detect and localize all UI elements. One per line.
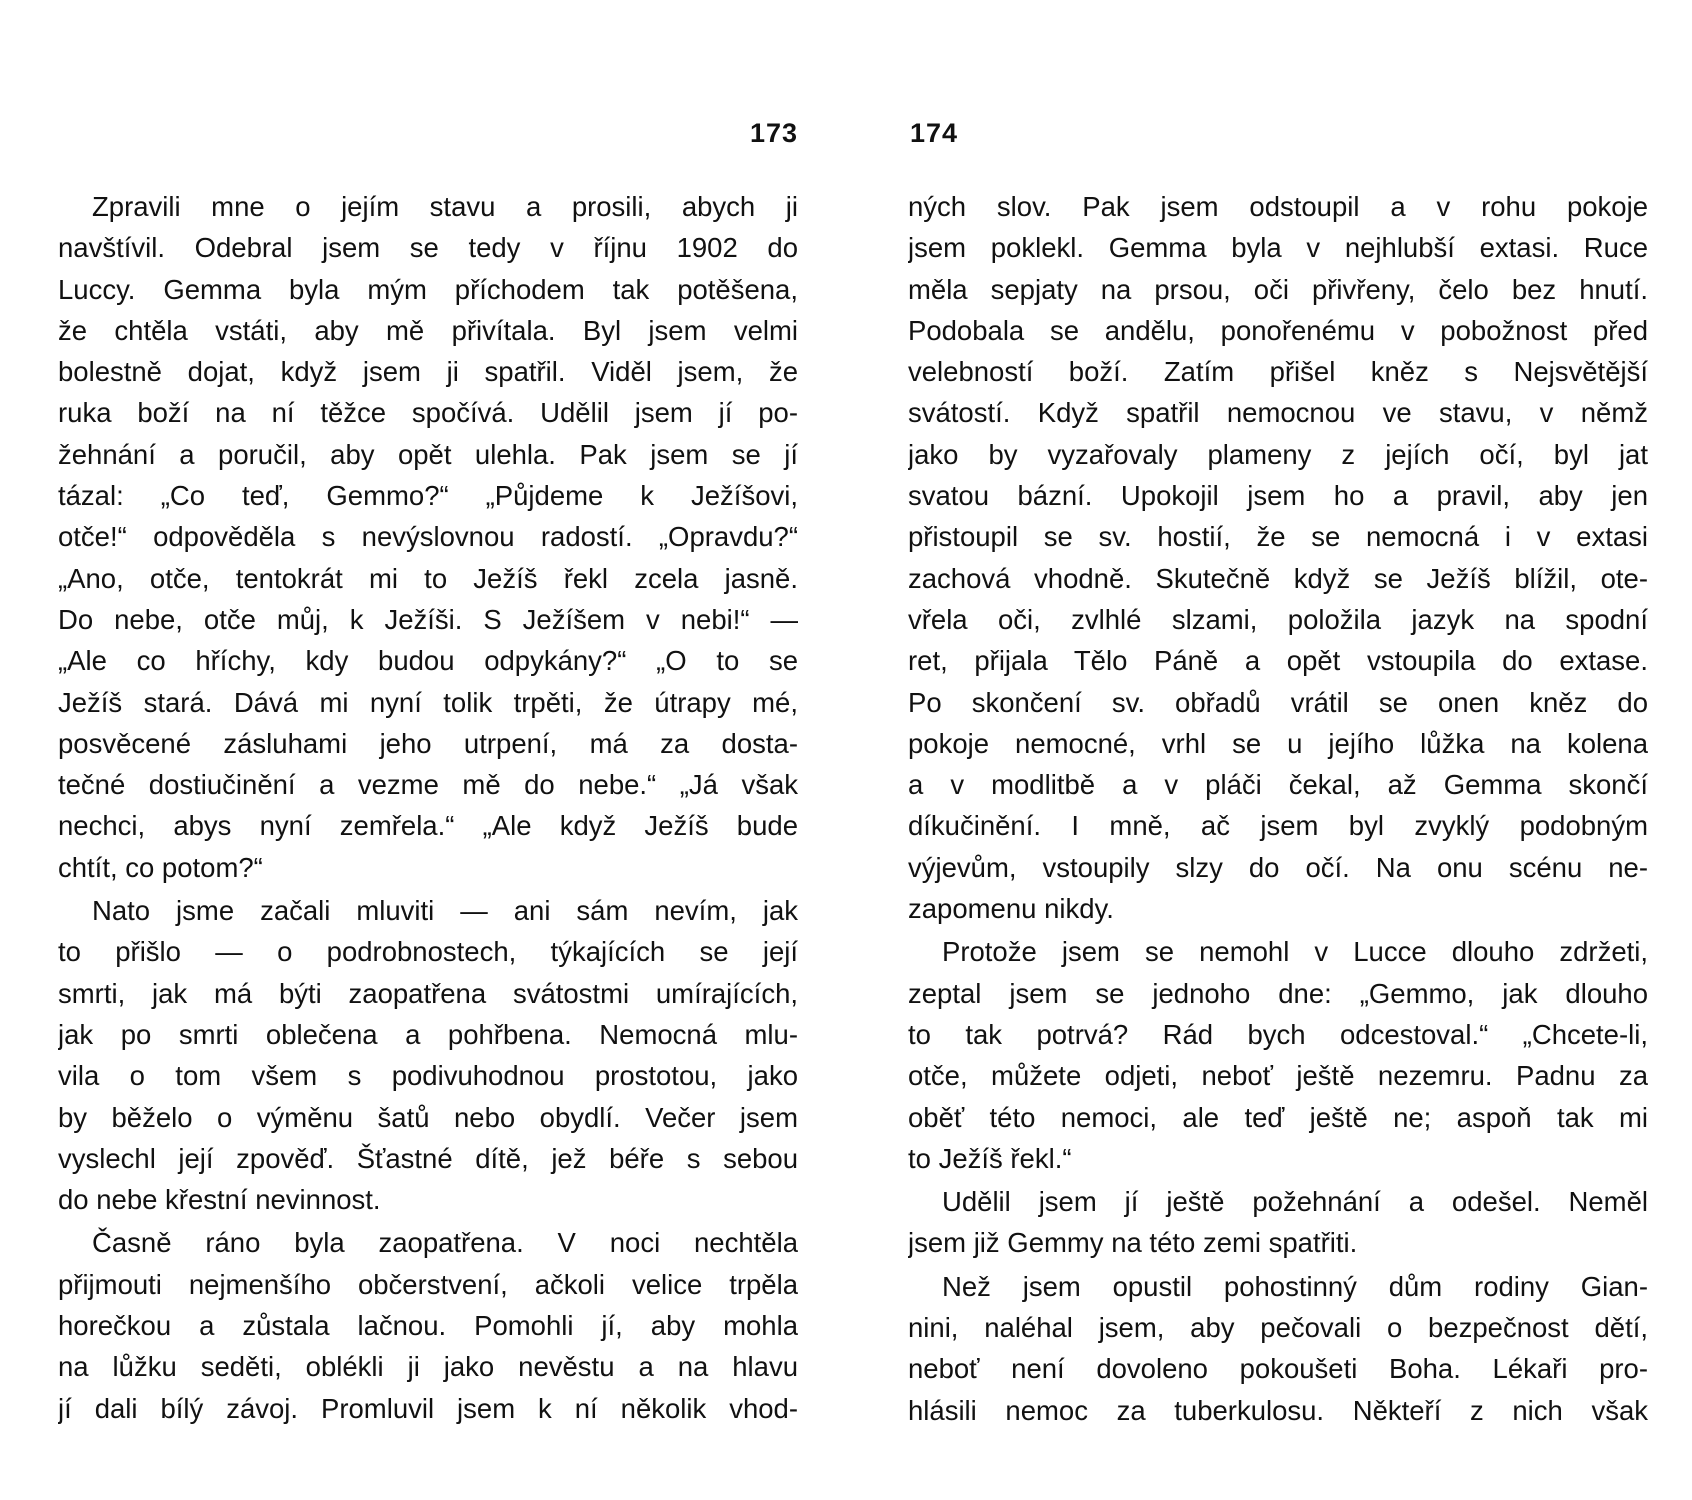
page-number: 174: [910, 118, 959, 148]
text-line: Ježíš stará. Dává mi nyní tolik trpěti, že útrapy mé,: [58, 686, 798, 718]
text-line: Nato jsme začali mluviti — ani sám nevím, jak: [92, 895, 798, 927]
text-line: přijmouti nejmenšího občerstvení, ačkoli velice trpěla: [58, 1268, 798, 1300]
left-page: [58, 0, 798, 1500]
text-line: měla sepjaty na prsou, oči přivřeny, čelo bez hnutí.: [908, 273, 1648, 305]
text-line: žehnání a poručil, aby opět ulehla. Pak jsem se jí: [58, 438, 798, 470]
page-number: 173: [749, 118, 798, 148]
text-line: vila o tom všem s podivuhodnou prostotou, jako: [58, 1060, 798, 1092]
text-line: otče, můžete odjeti, neboť ještě nezemru. Padnu za: [908, 1060, 1648, 1092]
text-line: zachová vhodně. Skutečně když se Ježíš blížil, ote-: [908, 562, 1648, 594]
text-line: „Ale co hříchy, kdy budou odpykány?“ „O to se: [58, 645, 798, 677]
text-line: posvěcené zásluhami jeho utrpení, má za dosta-: [58, 727, 798, 759]
text-line: otče!“ odpověděla s nevýslovnou radostí. „Opravdu?“: [58, 521, 798, 553]
right-page: [908, 0, 1648, 1500]
text-line: výjevům, vstoupily slzy do očí. Na onu scénu ne-: [908, 851, 1648, 883]
paragraph: [58, 1222, 798, 1428]
paragraph: [58, 890, 798, 1220]
text-line: do nebe křestní nevinnost.: [58, 1184, 381, 1216]
text-line: by běželo o výměnu šatů nebo obydlí. Večer jsem: [58, 1101, 798, 1133]
text-line: „Ano, otče, tentokrát mi to Ježíš řekl zcela jasně.: [58, 562, 798, 594]
text-line: svatou bázní. Upokojil jsem ho a pravil, aby jen: [908, 480, 1648, 512]
text-line: jak po smrti oblečena a pohřbena. Nemocná mlu-: [58, 1018, 798, 1050]
text-line: a v modlitbě a v pláči čekal, až Gemma skončí: [908, 769, 1648, 801]
text-line: nini, naléhal jsem, aby pečovali o bezpečnost dětí,: [908, 1312, 1648, 1344]
text-line: nechci, abys nyní zemřela.“ „Ale když Ježíš bude: [58, 810, 798, 842]
text-line: Časně ráno byla zaopatřena. V noci nechtěla: [92, 1227, 798, 1259]
text-line: ných slov. Pak jsem odstoupil a v rohu pokoje: [908, 191, 1648, 222]
text-line: to Ježíš řekl.“: [908, 1142, 1072, 1174]
text-line: Po skončení sv. obřadů vrátil se onen kněz do: [908, 686, 1648, 718]
text-line: hlásili nemoc za tuberkulosu. Někteří z nich však: [908, 1394, 1648, 1426]
text-line: na lůžku seděti, oblékli ji jako nevěstu a na hlavu: [58, 1351, 798, 1383]
text-line: Zpravili mne o jejím stavu a prosili, abych ji: [92, 191, 798, 222]
paragraph: [908, 1181, 1648, 1264]
text-line: to tak potrvá? Rád bych odcestoval.“ „Chcete-li,: [908, 1018, 1648, 1050]
paragraph: [908, 186, 1648, 929]
text-line: vyslechl její zpověď. Šťastné dítě, jež béře s sebou: [58, 1142, 798, 1174]
text-line: zapomenu nikdy.: [908, 893, 1114, 925]
text-line: horečkou a zůstala lačnou. Pomohli jí, aby mohla: [58, 1310, 798, 1342]
text-line: že chtěla vstáti, aby mě přivítala. Byl jsem velmi: [58, 314, 798, 346]
paragraph: [908, 1266, 1648, 1431]
text-line: to přišlo — o podrobnostech, týkajících se její: [58, 936, 798, 968]
text-line: smrti, jak má býti zaopatřena svátostmi umírajících,: [58, 977, 798, 1009]
text-line: zeptal jsem se jednoho dne: „Gemmo, jak dlouho: [908, 977, 1648, 1009]
text-line: ret, přijala Tělo Páně a opět vstoupila do extase.: [908, 645, 1648, 677]
text-line: Do nebe, otče můj, k Ježíši. S Ježíšem v nebi!“ —: [58, 603, 798, 635]
text-line: Podobala se andělu, ponořenému v pobožnost před: [908, 314, 1648, 346]
text-line: přistoupil se sv. hostií, že se nemocná i v extasi: [908, 521, 1648, 553]
page-body: [908, 186, 1648, 1433]
text-line: svátostí. Když spatřil nemocnou ve stavu, v němž: [908, 397, 1648, 429]
text-line: jí dali bílý závoj. Promluvil jsem k ní několik vhod-: [58, 1392, 798, 1424]
text-line: Než jsem opustil pohostinný dům rodiny Gian-: [942, 1270, 1648, 1302]
text-line: vřela oči, zvlhlé slzami, položila jazyk na spodní: [908, 603, 1648, 635]
text-line: tečné dostiučinění a vezme mě do nebe.“ „Já však: [58, 769, 798, 801]
paragraph: [908, 931, 1648, 1179]
paragraph: [58, 186, 798, 888]
text-line: Luccy. Gemma byla mým příchodem tak potěšena,: [58, 273, 798, 305]
text-line: velebností boží. Zatím přišel kněz s Nejsvětější: [908, 356, 1648, 388]
text-line: bolestně dojat, když jsem ji spatřil. Viděl jsem, že: [58, 356, 798, 388]
text-line: jsem poklekl. Gemma byla v nejhlubší extasi. Ruce: [908, 232, 1648, 264]
text-line: jsem již Gemmy na této zemi spatřiti.: [908, 1227, 1358, 1259]
text-line: neboť není dovoleno pokoušeti Boha. Lékaři pro-: [908, 1353, 1648, 1385]
text-line: Protože jsem se nemohl v Lucce dlouho zdržeti,: [942, 936, 1648, 968]
text-line: díkučinění. I mně, ač jsem byl zvyklý podobným: [908, 810, 1648, 842]
text-line: jako by vyzařovaly plameny z jejích očí, byl jat: [908, 438, 1648, 470]
text-line: pokoje nemocné, vrhl se u jejího lůžka na kolena: [908, 727, 1648, 759]
page-body: [58, 186, 798, 1431]
text-line: oběť této nemoci, ale teď ještě ne; aspoň tak mi: [908, 1101, 1648, 1133]
text-line: Udělil jsem jí ještě požehnání a odešel. Neměl: [942, 1186, 1648, 1218]
text-line: ruka boží na ní těžce spočívá. Udělil jsem jí po-: [58, 397, 798, 429]
text-line: tázal: „Co teď, Gemmo?“ „Půjdeme k Ježíšovi,: [58, 480, 798, 512]
text-line: navštívil. Odebral jsem se tedy v říjnu 1902 do: [58, 232, 798, 264]
text-line: chtít, co potom?“: [58, 851, 263, 883]
